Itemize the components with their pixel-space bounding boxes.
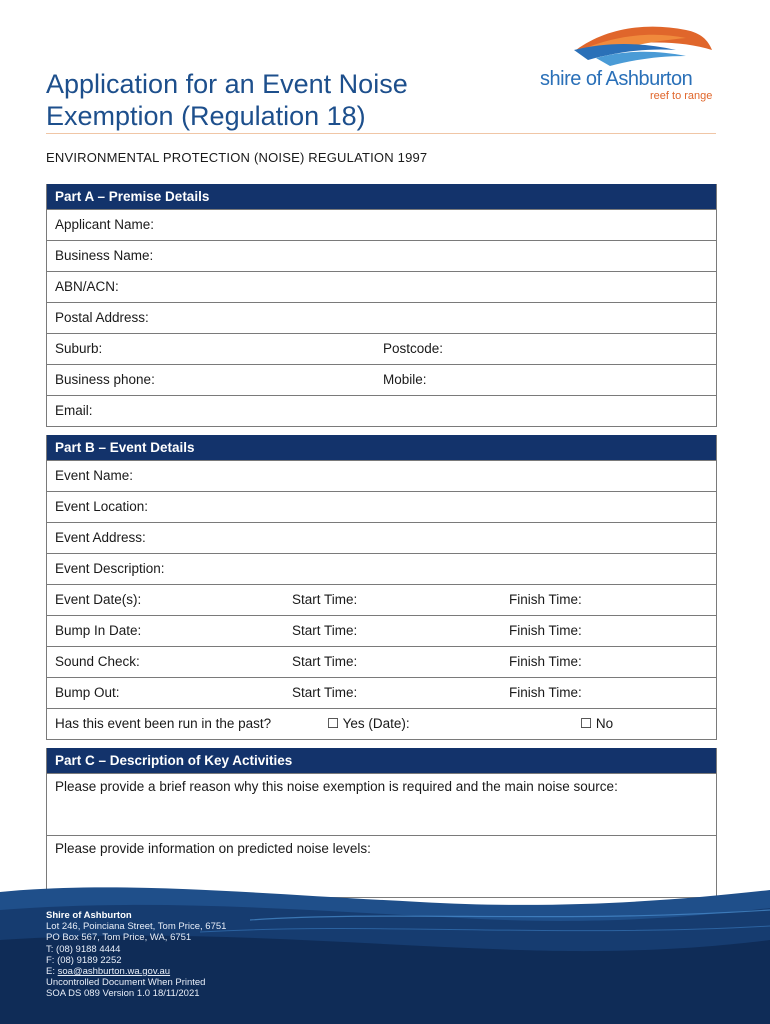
footer-org-name: Shire of Ashburton xyxy=(46,910,132,921)
timing-row[interactable] xyxy=(47,584,716,615)
timing-row[interactable] xyxy=(47,646,716,677)
footer-address-2: PO Box 567, Tom Price, WA, 6751 xyxy=(46,932,192,944)
suburb-label: Suburb: xyxy=(55,341,103,356)
abn-label: ABN/ACN: xyxy=(55,279,119,294)
footer-email-link[interactable]: soa@ashburton.wa.gov.au xyxy=(57,966,171,978)
timing-label: Bump Out: xyxy=(55,685,120,700)
start-time-label: Start Time: xyxy=(292,623,358,638)
part-c-section xyxy=(46,748,717,898)
timing-label: Sound Check: xyxy=(55,654,140,669)
run-before-question: Has this event been run in the past? xyxy=(55,716,272,731)
suburb-postcode-row[interactable] xyxy=(47,333,716,364)
email-field[interactable] xyxy=(47,395,716,426)
part-b-section xyxy=(46,435,717,740)
logo-wordmark: shire of Ashburton xyxy=(540,68,693,90)
business-phone-label: Business phone: xyxy=(55,372,155,387)
form-title-line1: Application for an Event Noise xyxy=(46,69,408,99)
business-name-label: Business Name: xyxy=(55,248,154,263)
event-address-label: Event Address: xyxy=(55,530,146,545)
footer-fax: F: (08) 9189 2252 xyxy=(46,954,122,966)
applicant-name-label: Applicant Name: xyxy=(55,217,155,232)
finish-time-label: Finish Time: xyxy=(509,592,582,607)
noise-reason-prompt: Please provide a brief reason why this noise exemption is required and the main noise source: xyxy=(55,779,618,794)
finish-time-label: Finish Time: xyxy=(509,623,582,638)
logo-tagline: reef to range xyxy=(650,90,713,102)
form-title-line2: Exemption (Regulation 18) xyxy=(46,101,366,131)
noise-levels-prompt: Please provide information on predicted noise levels: xyxy=(55,841,371,856)
event-name-field[interactable] xyxy=(47,460,716,491)
regulation-subtitle: ENVIRONMENTAL PROTECTION (NOISE) REGULATION 1997 xyxy=(46,150,428,165)
footer-email-line xyxy=(46,966,226,977)
part-c-heading: Part C – Description of Key Activities xyxy=(47,748,716,773)
event-location-label: Event Location: xyxy=(55,499,149,514)
postal-address-label: Postal Address: xyxy=(55,310,149,325)
event-description-field[interactable] xyxy=(47,553,716,584)
no-checkbox[interactable]: ☐ No xyxy=(580,716,614,731)
phone-mobile-row[interactable] xyxy=(47,364,716,395)
timing-row[interactable] xyxy=(47,677,716,708)
noise-reason-field[interactable] xyxy=(47,773,716,835)
start-time-label: Start Time: xyxy=(292,592,358,607)
yes-checkbox[interactable]: ☐ Yes (Date): xyxy=(327,716,410,731)
part-a-section xyxy=(46,184,717,427)
finish-time-label: Finish Time: xyxy=(509,685,582,700)
finish-time-label: Finish Time: xyxy=(509,654,582,669)
footer-email-prefix: E: xyxy=(46,966,58,978)
header-divider xyxy=(46,133,716,134)
part-a-heading: Part A – Premise Details xyxy=(47,184,716,209)
postcode-label: Postcode: xyxy=(383,341,444,356)
event-name-label: Event Name: xyxy=(55,468,134,483)
abn-field[interactable] xyxy=(47,271,716,302)
timing-label: Bump In Date: xyxy=(55,623,142,638)
start-time-label: Start Time: xyxy=(292,654,358,669)
footer-doc-ref: SOA DS 089 Version 1.0 18/11/2021 xyxy=(46,988,200,1000)
applicant-name-field[interactable] xyxy=(47,209,716,240)
event-description-label: Event Description: xyxy=(55,561,165,576)
email-label: Email: xyxy=(55,403,93,418)
postal-address-field[interactable] xyxy=(47,302,716,333)
footer-phone: T: (08) 9188 4444 xyxy=(46,943,121,955)
timing-label: Event Date(s): xyxy=(55,592,142,607)
footer-contact-block xyxy=(46,910,226,1000)
form-title xyxy=(46,68,516,132)
footer-address-1: Lot 246, Poinciana Street, Tom Price, 6751 xyxy=(46,921,227,933)
event-address-field[interactable] xyxy=(47,522,716,553)
run-before-row xyxy=(47,708,716,739)
mobile-label: Mobile: xyxy=(383,372,427,387)
timing-row[interactable] xyxy=(47,615,716,646)
part-b-heading: Part B – Event Details xyxy=(47,435,716,460)
footer-disclaimer: Uncontrolled Document When Printed xyxy=(46,977,206,989)
start-time-label: Start Time: xyxy=(292,685,358,700)
event-location-field[interactable] xyxy=(47,491,716,522)
business-name-field[interactable] xyxy=(47,240,716,271)
